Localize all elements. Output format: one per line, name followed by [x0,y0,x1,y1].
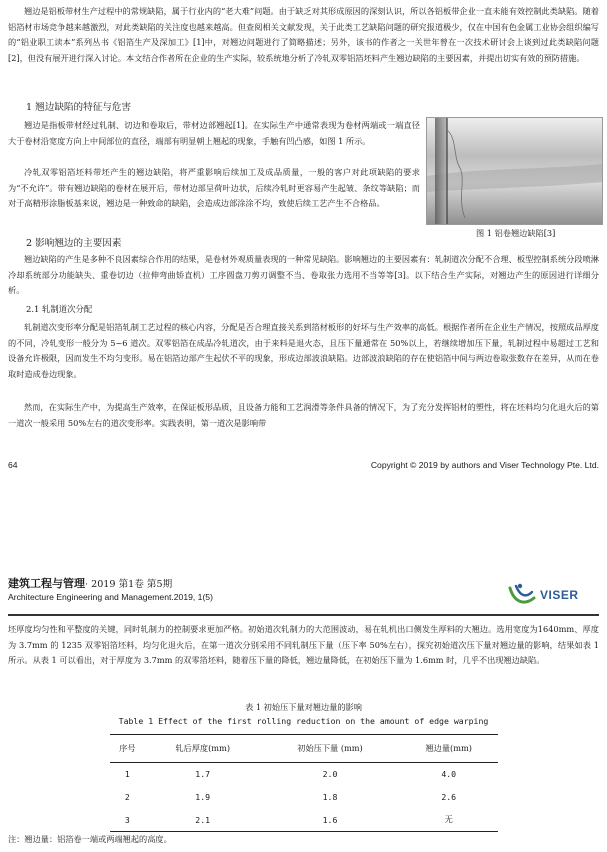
section-1-heading: 1 翘边缺陷的特征与危害 [26,102,132,113]
table-cell: 1.7 [195,769,211,780]
table-cell: 2.1 [145,809,261,832]
journal-name-cn: 建筑工程与管理 [8,577,85,590]
table-header-row [110,735,498,763]
table-1 [110,734,498,832]
section-1-paragraph-2: 冷轧双零铝箔坯料带坯产生的翘边缺陷，将严重影响后续加工及成品质量，一般的客户对此项缺陷的要求为“不允许”。带有翘边缺陷的卷材在展开后，带材边部呈荷叶边状，后续冷轧时更容易产生起皱、条纹等缺陷；而对于高精形涂脂板基来说，翘边是一种致命的缺陷，会造成边部涂涂不均，致使后续工艺产生不合格品。 [8,167,420,209]
article-page-65 [0,560,607,852]
figure-1-caption: 图 1 铝卷翘边缺陷[3] [476,228,556,238]
section-1-paragraph-1: 翘边是指板带材经过轧制、切边和卷取后，带材边部翘起[1]。在实际生产中通常表现为卷材两端或一端直径大于卷材沿宽度方向上中间部位的直径，端部有明显朝上翘起的现象，手触有凹凸感，如图 1 所示。 [8,120,420,146]
viser-logo-text: VISER [540,588,579,602]
table-cell: 1.6 [261,809,400,832]
table-cell: 1 [124,769,130,780]
table-cell: 2 [124,792,130,802]
section-2-paragraph: 翘边缺陷的产生是多种不良因素综合作用的结果，是卷材外观质量表现的一种常见缺陷。影响翘边的主要因素有：轧制道次分配不合理、板型控制系统分段喷淋冷却系统部分功能缺失、重卷切边（拉伸弯曲矫直机）工序圆盘刀剪刃调整不当、卷取张力选用不当等等[3]。以下结合生产实际，对翘边产生的原因进行详细分析。 [8,254,599,296]
col-header-thickness: 轧后厚度(mm) [145,735,261,763]
table-cell: 2.6 [441,792,457,802]
table-row [110,809,498,832]
copyright-notice: Copyright © 2019 by authors and Viser Technology Pte. Ltd. [370,460,599,470]
figure-1-edge-warp-photo [426,117,603,225]
header-rule [8,614,599,616]
table-cell: 4.0 [441,769,457,780]
table-cell: 1.9 [195,792,211,802]
subsection-2-1-paragraph-1: 轧制道次变形率分配是铝箔轧制工艺过程的核心内容，分配是否合理直接关系到箔材板形的好坏与生产效率的高低。根据作者所在企业生产情况，按照成品厚度的不同，冷轧变形一般分为 5~6 道次。双零铝箔在成品冷轧道次，由于来料是退火态，且压下量通常在 50%以上，若继续增加压下量，轧制过程中易超过工艺和设备允许极限，因而发生不均匀变形。易在铝箔边部产生起伏不平的现象，形成边部波浪缺陷。边部波浪缺陷的存在使铝箔中间与两边卷取张数存在差异，从而在卷取时造成卷边现象。 [8,322,599,379]
table-1-note: 注：翘边量：铝箔卷一端或两端翘起的高度。 [8,834,172,844]
page-separator [0,520,607,560]
journal-title-en: Architecture Engineering and Management.2019, 1(5) [8,592,213,602]
table-cell: 1.8 [322,792,338,802]
journal-title-cn [8,575,172,591]
continued-paragraph: 坯厚度均匀性和平整度的关键，同时轧制力的控制要求更加严格。初始道次轧制力的大范围波动，易在轧机出口侧发生厚料的大翘边。选用宽度为1640mm、厚度为 3.7mm 的 1235 双零铝箔坯料，均匀化退火后，在第一道次分别采用不同轧制压下量（压下率 50%左右），探究初始道次压下量对翘边量的影响，结果如表 1 所示。从表 1 可以看出，对于厚度为 3.7mm 的双零箔坯料，随着压下量的降低，翘边量降低，在初始压下量为 1.6mm 时，几乎不出现翘边缺陷。 [8,624,599,666]
table-cell: 2.0 [322,769,338,780]
table-cell: 无 [399,809,498,832]
col-header-reduction: 初始压下量 (mm) [261,735,400,763]
journal-issue-cn: · 2019 第1卷 第5期 [85,579,173,590]
col-header-index: 序号 [110,735,145,763]
table-1-caption-en: Table 1 Effect of the first rolling reduction on the amount of edge warping [118,716,489,726]
table-row [110,786,498,809]
subsection-2-1-heading: 2.1 轧制道次分配 [26,304,93,314]
section-2-heading: 2 影响翘边的主要因素 [26,238,122,249]
page-number: 64 [8,460,18,470]
table-cell: 3 [110,809,145,832]
subsection-2-1-paragraph-2: 然而，在实际生产中，为提高生产效率，在保证板形品质，且设备力能和工艺润滑等条件具备的情况下，为了充分发挥铝材的塑性，将在坯料均匀化退火后的第一道次一般采用 50%左右的道次变形率。实践表明，第一道次是影响带 [8,402,599,428]
col-header-warp: 翘边量(mm) [399,735,498,763]
table-row [110,763,498,786]
intro-paragraph: 翘边是铝板带材生产过程中的常规缺陷，属于行业内的“老大难”问题。由于缺乏对其形成原因的深刻认识，所以各铝板带企业一直未能有效控制此类缺陷。随着铝箔材市场竞争越来越激烈，对此类缺陷的关注度也越来越高。但查阅相关文献发现，关于此类工艺缺陷问题的研究报道极少，仅在中国有色金属工业协会组织编写的“铝业职工读本”系列丛书《铝箔生产及深加工》[1]中，对翘边问题进行了简略描述；另外，该书的作者之一关世年曾在一次技术研讨会上谈到过此类缺陷问题[2]，但没有展开进行深入讨论。本文结合作者所在企业的生产实际，较系统地分析了冷轧双零铝箔坯料产生翘边缺陷的主要因素，并提出切实有效的预防措施。 [8,6,599,63]
table-1-caption-cn: 表 1 初始压下量对翘边量的影响 [245,702,362,712]
aluminum-coil-image [427,118,603,225]
